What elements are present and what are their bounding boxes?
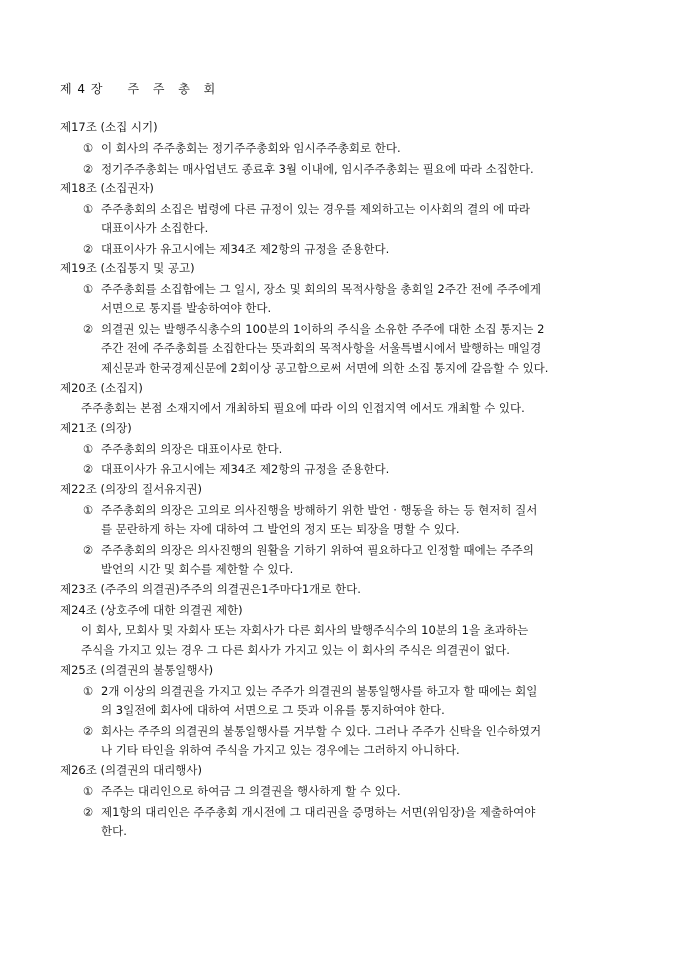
item-text: 이 회사의 주주총회는 정기주주총회와 임시주주총회로 한다. xyxy=(101,141,401,155)
item-text: 대표이사가 소집한다. xyxy=(101,221,209,235)
item-text: 한다. xyxy=(101,824,127,838)
item-marker: ① xyxy=(82,141,94,155)
item-text: 회사는 주주의 의결권의 불통일행사를 거부할 수 있다. 그러나 주주가 신탁을 인수하였거 xyxy=(101,724,542,738)
item-marker: ② xyxy=(82,322,94,336)
article-heading: 제24조 (상호주에 대한 의결권 제한) xyxy=(60,603,243,617)
article-heading: 제23조 (주주의 의결권)주주의 의결권은1주마다1개로 한다. xyxy=(60,582,361,596)
article-heading: 제22조 (의장의 질서유지권) xyxy=(60,482,203,496)
article-heading: 제20조 (소집지) xyxy=(60,381,143,395)
item-text: 2개 이상의 의결권을 가지고 있는 주주가 의결권의 불통일행사를 하고자 할 때에는 회일 xyxy=(101,684,538,698)
item-text: 제1항의 대리인은 주주총회 개시전에 그 대리권을 증명하는 서면(위임장)을 제출하여야 xyxy=(101,805,536,819)
chapter-title: 주 주 총 회 xyxy=(127,82,221,96)
chapter-heading xyxy=(60,80,220,97)
item-text: 나 기타 타인을 위하여 주식을 가지고 있는 경우에는 그러하지 아니하다. xyxy=(101,743,460,757)
article-heading: 제17조 (소집 시기) xyxy=(60,120,158,134)
item-text: 의결권 있는 발행주식총수의 100분의 1이하의 주식을 소유한 주주에 대한 소집 통지는 2 xyxy=(101,322,545,336)
item-marker: ① xyxy=(82,784,94,798)
item-text: 서면으로 통지를 발송하여야 한다. xyxy=(101,301,272,315)
article-heading: 제18조 (소집권자) xyxy=(60,181,154,195)
item-text: 를 문란하게 하는 자에 대하여 그 발언의 정지 또는 퇴장을 명할 수 있다. xyxy=(101,522,460,536)
item-marker: ② xyxy=(82,543,94,557)
item-marker: ② xyxy=(82,724,94,738)
item-text: 주주총회의 의장은 대표이사로 한다. xyxy=(101,442,283,456)
item-marker: ① xyxy=(82,684,94,698)
article-heading: 제19조 (소집통지 및 공고) xyxy=(60,261,195,275)
item-marker: ① xyxy=(82,282,94,296)
item-text: 주주는 대리인으로 하여금 그 의결권을 행사하게 할 수 있다. xyxy=(101,784,401,798)
item-text: 발언의 시간 및 회수를 제한할 수 있다. xyxy=(101,562,294,576)
article-heading: 제26조 (의결권의 대리행사) xyxy=(60,763,203,777)
item-text: 의 3일전에 회사에 대하여 서면으로 그 뜻과 이유를 통지하여야 한다. xyxy=(101,703,445,717)
item-text: 주주총회의 의장은 의사진행의 원활을 기하기 위하여 필요하다고 인정할 때에는 주주의 xyxy=(101,543,534,557)
article-heading: 제21조 (의장) xyxy=(60,421,132,435)
item-text: 주간 전에 주주총회를 소집한다는 뜻과회의 목적사항을 서울특별시에서 발행하는 매일경 xyxy=(101,341,542,355)
item-text: 정기주주총회는 매사업년도 종료후 3월 이내에, 임시주주총회는 필요에 따라 소집한다. xyxy=(101,162,534,176)
chapter-number: 제 4 장 xyxy=(60,82,104,96)
item-text: 주주총회를 소집함에는 그 일시, 장소 및 회의의 목적사항을 총회일 2주간 전에 주주에게 xyxy=(101,282,541,296)
item-marker: ① xyxy=(82,442,94,456)
item-marker: ② xyxy=(82,462,94,476)
item-text: 주주총회의 소집은 법령에 다른 규정이 있는 경우를 제외하고는 이사회의 결의 에 따라 xyxy=(101,202,531,216)
item-marker: ① xyxy=(82,503,94,517)
item-text: 대표이사가 유고시에는 제34조 제2항의 규정을 준용한다. xyxy=(101,242,390,256)
item-text: 주주총회의 의장은 고의로 의사진행을 방해하기 위한 발언 · 행동을 하는 등 현저히 질서 xyxy=(101,503,538,517)
article-heading: 제25조 (의결권의 불통일행사) xyxy=(60,663,214,677)
item-marker: ② xyxy=(82,805,94,819)
item-marker: ② xyxy=(82,162,94,176)
item-marker: ① xyxy=(82,202,94,216)
article-body: 이 회사, 모회사 및 자회사 또는 자회사가 다른 회사의 발행주식수의 10분의 1을 초과하는 xyxy=(81,623,529,637)
item-text: 제신문과 한국경제신문에 2회이상 공고함으로써 서면에 의한 소집 통지에 갈음할 수 있다. xyxy=(101,361,549,375)
item-text: 대표이사가 유고시에는 제34조 제2항의 규정을 준용한다. xyxy=(101,462,390,476)
article-body: 주식을 가지고 있는 경우 그 다른 회사가 가지고 있는 이 회사의 주식은 의결권이 없다. xyxy=(81,643,510,657)
article-body: 주주총회는 본점 소재지에서 개최하되 필요에 따라 이의 인접지역 에서도 개최할 수 있다. xyxy=(81,401,525,415)
item-marker: ② xyxy=(82,242,94,256)
